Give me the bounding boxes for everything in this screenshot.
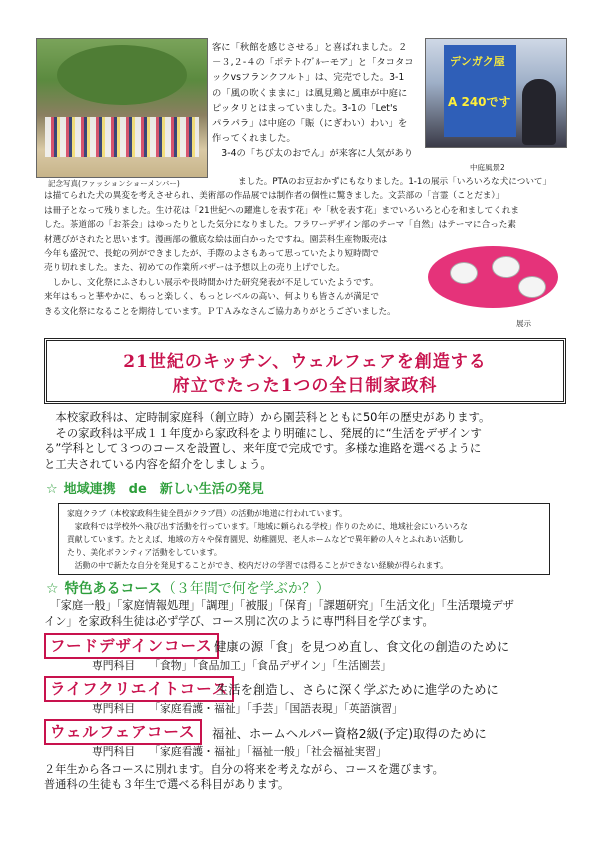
- report-line: ました。PTAのお豆おかずにもなりました。1-1の展示「いろいろな犬について」: [238, 177, 552, 187]
- intro-paragraph: [44, 410, 566, 472]
- banner-text-1: デンガク屋: [450, 55, 505, 68]
- common-subjects-text: [44, 598, 566, 629]
- star-icon: ☆: [46, 482, 58, 497]
- report-top-text: [212, 40, 424, 162]
- section-courses-heading: [46, 578, 330, 598]
- display-caption: 展示: [516, 319, 531, 328]
- fashion-show-caption: 記念写真(ファッションショーメンバー): [48, 179, 180, 188]
- closing-line: ２年生から各コースに別れます。自分の将来を考えながら、コースを選びます。: [44, 763, 444, 776]
- report-line: ックvsフランクフルト」は、完売でした。3-1: [212, 72, 405, 84]
- welfare-description: 福祉、ホームヘルパー資格2級(予定)取得のために: [212, 727, 487, 741]
- welfare-course-box: ウェルフェアコース: [44, 719, 202, 745]
- group-members-shape: [45, 117, 199, 157]
- cup-shape: [492, 256, 520, 278]
- club-line: 活動の中で新たな自分を発見することができ、校内だけの学習では得ることができない経験が得られます。: [67, 561, 449, 570]
- banner-text-2: A 240です: [448, 95, 511, 109]
- report-line: －３,２-４の「ポテトｲﾌﾞﾙーモア」と「タコタコ: [212, 57, 414, 69]
- cup-shape: [518, 276, 546, 298]
- subjects-line: イン」を家政科生徒は必ず学び、コース別に次のように専門科目を学びます。: [44, 614, 434, 628]
- department-title-box: [44, 338, 566, 404]
- club-line: 家庭クラブ（本校家政科生徒全員がクラブ員）の活動が地道に行われています。: [67, 509, 348, 518]
- report-side-text: [44, 247, 424, 319]
- intro-line: 本校家政科は、定時制家庭科（創立時）から園芸科とともに50年の歴史があります。: [44, 410, 491, 424]
- section-community-title: 地域連携 de 新しい生活の発見: [63, 482, 264, 497]
- welfare-subjects: [92, 744, 387, 759]
- report-line: は描てられた犬の異変を考えさせられ、美術部の作品展では制作者の個性に驚きました。文芸部の「言霊（ことだま）」: [44, 191, 505, 202]
- title-line-2: 府立でたった1つの全日制家政科: [172, 376, 438, 396]
- club-line: 貢献しています。たとえば、地域の方々や保育園児、幼稚園児、老人ホームなどで異年齢の人々とふれあい活動し: [67, 535, 465, 544]
- report-line: 作ってくれました。: [212, 133, 296, 145]
- report-line: 来年はもっと華やかに、もっと楽しく、もっとレベルの高い、何よりも皆さんが満足で: [44, 292, 379, 303]
- report-line: 客に「秋館を感じさせる」と喜ばれました。２: [212, 42, 408, 53]
- intro-line: と工夫されている内容を紹介をしましょう。: [44, 456, 272, 471]
- star-icon: ☆: [46, 581, 59, 597]
- courtyard-photo: [425, 38, 567, 148]
- section-community-heading: [46, 478, 264, 497]
- life-create-description: 生活を創造し、さらに深く学ぶために進学のために: [216, 683, 499, 697]
- section-courses-subtitle: （３年間で何を学ぶか？）: [161, 581, 330, 597]
- title-line-1: 21世紀のキッチン、ウェルフェアを創造する: [123, 352, 487, 372]
- report-line: 売り切れました。また、初めての作業所バザーは予想以上の売り上げでした。: [44, 263, 345, 274]
- display-photo: [420, 232, 565, 318]
- closing-text: [44, 762, 566, 792]
- shop-banner: [444, 45, 516, 137]
- food-design-course-box: フードデザインコース: [44, 633, 219, 659]
- visitor-shape: [522, 79, 556, 145]
- food-design-subjects: [92, 658, 391, 673]
- subjects-line: 「家庭一般」「家庭情報処理」「調理」「被服」「保育」「課題研究」「生活文化」「生活環境デザ: [44, 599, 514, 612]
- report-line: 材選びがされたと思います。漫画部の徹底な絵は面白かったですね。園芸科生産物販売は: [44, 234, 388, 245]
- subjects-list: 「家庭看護・福祉」「福祉一般」「社会福祉実習」: [149, 745, 387, 758]
- report-line: しかし、文化祭にふさわしい展示や長時間かけた研究発表が不足していたようです。: [44, 277, 379, 288]
- food-design-description: 健康の源「食」を見つめ直し、食文化の創造のために: [214, 640, 510, 654]
- subjects-list: 「家庭看護・福祉」「手芸」「国語表現」「英語演習」: [149, 702, 403, 715]
- cup-shape: [450, 262, 478, 284]
- fashion-show-photo: [36, 38, 208, 178]
- intro-line: その家政科は平成１１年度から家政科をより明確にし、発展的に“生活をデザインす: [44, 425, 482, 440]
- report-line: ピッタリとはまっていました。3-1の「Let's: [212, 102, 398, 114]
- report-line: 3-4の「ちび太のおでん」が来客に人気があり: [212, 148, 414, 160]
- report-line: きる文化祭になることを期待しています。ＰＴＡみなさんご協力ありがとうございました。: [44, 306, 396, 317]
- life-create-subjects: [92, 701, 403, 716]
- subjects-label: 専門科目: [92, 659, 136, 672]
- report-line: は冊子となって残りました。生け花は「21世紀への躍進しを表す花」や「秋を表す花」までいろいろと心を和ましてくれま: [44, 205, 520, 216]
- courtyard-caption: 中庭風景2: [470, 163, 505, 172]
- report-line: の「風の吹くままに」は風見鶏と風車が中庭に: [212, 87, 408, 99]
- report-line: 今年も盛況で、長蛇の列ができましたが、手際のよさもあって思っていたより短時間で: [44, 249, 379, 259]
- section-courses-title: 特色あるコース: [64, 581, 162, 597]
- closing-line: 普通科の生徒も３年生で選べる科目があります。: [44, 778, 290, 792]
- subjects-label: 専門科目: [92, 745, 136, 758]
- tree-shape: [57, 45, 187, 105]
- subjects-list: 「食物」「食品加工」「食品デザイン」「生活園芸」: [149, 659, 392, 672]
- intro-line: る”学科として３つのコースを設置し、来年度で完成です。多様な進路を選べるように: [44, 441, 482, 455]
- subjects-label: 専門科目: [92, 702, 136, 715]
- home-club-box: [58, 503, 550, 575]
- club-line: たり、美化ボランティア活動をしています。: [67, 548, 222, 557]
- report-line: した。茶道部の「お茶会」はゆったりとした気分になりました。フラワーデザイン部のテーマ「自然」はテーマに合った素: [44, 220, 516, 231]
- report-line: パラパラ」は中庭の「賑（にぎわい）わい」を: [212, 118, 408, 130]
- club-line: 家政科では学校外へ飛び出す活動を行っています。「地域に頼られる学校」作りのために、地域社会にいろいろな: [67, 522, 468, 531]
- life-create-course-box: ライフクリエイトコース: [44, 676, 234, 702]
